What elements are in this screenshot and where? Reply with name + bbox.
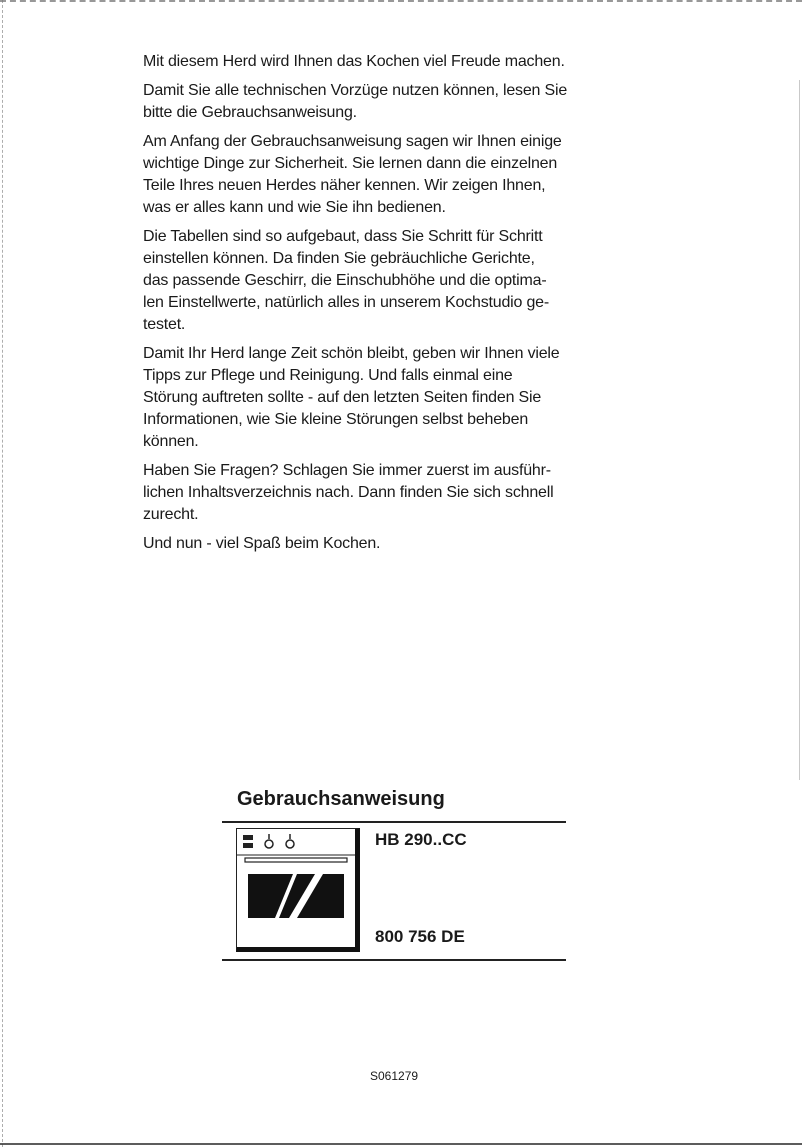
text-line: was er alles kann und wie Sie ihn bedienen. [143, 199, 446, 216]
text-line: Mit diesem Herd wird Ihnen das Kochen viel Freude machen. [143, 53, 565, 70]
text-line: das passende Geschirr, die Einschubhöhe und die optima- [143, 272, 547, 289]
scan-edge-bottom [0, 1143, 802, 1145]
paragraph [143, 131, 663, 219]
divider-bottom [222, 959, 566, 961]
part-number: 800 756 DE [375, 927, 465, 946]
text-line: Damit Ihr Herd lange Zeit schön bleibt, geben wir Ihnen viele [143, 345, 560, 362]
text-line: zurecht. [143, 506, 199, 523]
text-line: bitte die Gebrauchsanweisung. [143, 104, 357, 121]
text-line: können. [143, 433, 199, 450]
manual-title: Gebrauchsanweisung [237, 788, 445, 810]
text-line: Teile Ihres neuen Herdes näher kennen. Wir zeigen Ihnen, [143, 177, 546, 194]
intro-text [143, 51, 663, 562]
document-code: S061279 [370, 1069, 419, 1083]
scan-edge-right [799, 80, 800, 780]
divider-top [222, 821, 566, 823]
text-line: Tipps zur Pflege und Reinigung. Und falls einmal eine [143, 367, 513, 384]
text-line: Damit Sie alle technischen Vorzüge nutzen können, lesen Sie [143, 82, 568, 99]
text-line: Haben Sie Fragen? Schlagen Sie immer zuerst im ausführ- [143, 462, 551, 479]
scan-edge-left [2, 0, 3, 1147]
paragraph [143, 533, 663, 555]
text-line: Und nun - viel Spaß beim Kochen. [143, 535, 381, 552]
text-line: Die Tabellen sind so aufgebaut, dass Sie Schritt für Schritt [143, 228, 543, 245]
text-line: einstellen können. Da finden Sie gebräuchliche Gerichte, [143, 250, 535, 267]
paragraph [143, 80, 663, 124]
paragraph [143, 51, 663, 73]
text-line: testet. [143, 316, 186, 333]
text-line: Am Anfang der Gebrauchsanweisung sagen wir Ihnen einige [143, 133, 562, 150]
paragraph [143, 343, 663, 453]
paragraph [143, 226, 663, 336]
oven-icon [236, 828, 360, 952]
text-line: Störung auftreten sollte - auf den letzten Seiten finden Sie [143, 389, 542, 406]
paragraph [143, 460, 663, 526]
text-line: lichen Inhaltsverzeichnis nach. Dann finden Sie sich schnell [143, 484, 554, 501]
text-line: wichtige Dinge zur Sicherheit. Sie lernen dann die einzelnen [143, 155, 558, 172]
scan-edge-top [0, 0, 802, 5]
text-line: len Einstellwerte, natürlich alles in unserem Kochstudio ge- [143, 294, 549, 311]
model-number: HB 290..CC [375, 830, 467, 849]
text-line: Informationen, wie Sie kleine Störungen selbst beheben [143, 411, 529, 428]
